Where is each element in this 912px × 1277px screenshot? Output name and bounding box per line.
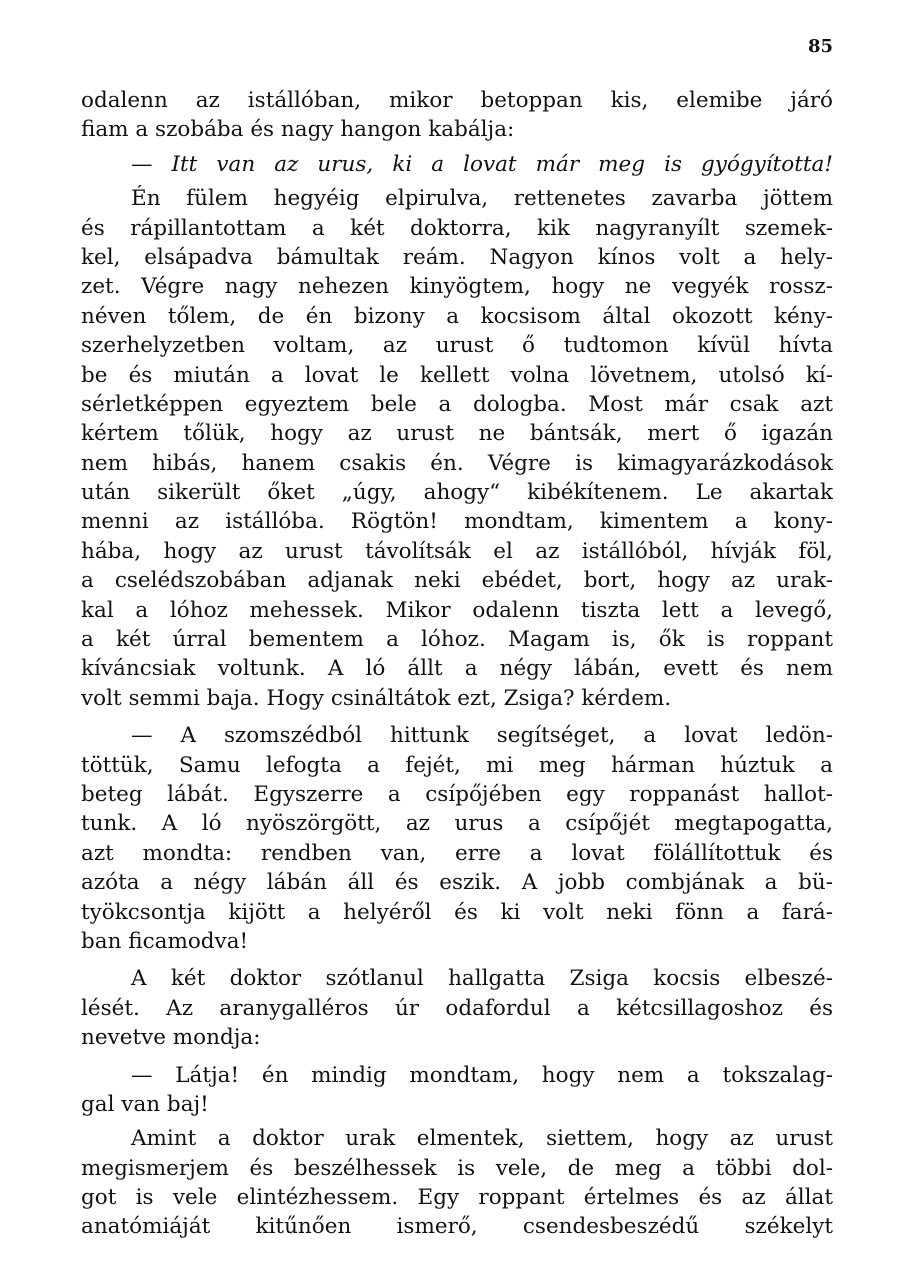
text-line: töttük, Samu lefogta a fejét, mi meg hárman húztuk a	[81, 752, 833, 778]
text-line: fiam a szobába és nagy hangon kabálja:	[81, 117, 515, 143]
text-line: zet. Végre nagy nehezen kinyögtem, hogy ne vegyék rossz-	[81, 274, 833, 300]
paragraph-gap	[81, 713, 833, 721]
text-line: nem hibás, hanem csakis én. Végre is kimagyarázkodások	[81, 450, 833, 476]
text-line: megismerjem és beszélhessek is vele, de meg a többi dol-	[81, 1155, 833, 1181]
text-line: beteg lábát. Egyszerre a csípőjében egy roppanást hallot-	[81, 781, 833, 807]
text-line: azt mondta: rendben van, erre a lovat fölállítottuk és	[81, 840, 833, 866]
text-line: työkcsontja kijött a helyéről és ki volt neki fönn a fará-	[81, 899, 833, 925]
page-number: 85	[808, 36, 834, 57]
text-line: kal a lóhoz mehessek. Mikor odalenn tiszta lett a levegő,	[81, 597, 833, 623]
text-line: menni az istállóba. Rögtön! mondtam, kimentem a kony-	[81, 509, 833, 535]
text-line: be és miután a lovat le kellett volna lövetnem, utolsó kí-	[81, 362, 833, 388]
text-line: szerhelyzetben voltam, az urust ő tudtomon kívül hívta	[81, 333, 833, 359]
text-line: tunk. A ló nyöszörgött, az urus a csípőjét megtapogatta,	[81, 811, 833, 837]
text-line: Amint a doktor urak elmentek, siettem, hogy az urust	[131, 1126, 833, 1152]
text-line: kíváncsiak voltunk. A ló állt a négy lábán, evett és nem	[81, 656, 833, 682]
text-line: kel, elsápadva bámultak reám. Nagyon kínos volt a hely-	[81, 244, 833, 270]
text-line: és rápillantottam a két doktorra, kik nagyranyílt szemek-	[81, 215, 833, 241]
text-line: gal van baj!	[81, 1091, 209, 1117]
text-line: azóta a négy lábán áll és eszik. A jobb combjának a bü-	[81, 870, 833, 896]
text-line: hába, hogy az urust távolítsák el az istállóból, hívják föl,	[81, 538, 833, 564]
text-line: — A szomszédból hittunk segítséget, a lovat ledön-	[131, 723, 833, 749]
text-line: — Itt van az urus, ki a lovat már meg is gyógyította!	[131, 151, 833, 177]
text-line: anatómiáját kitűnően ismerő, csendesbeszédű székelyt	[81, 1214, 833, 1240]
text-body	[81, 86, 833, 1242]
text-line: ban ficamodva!	[81, 928, 249, 954]
text-line: — Látja! én mindig mondtam, hogy nem a tokszalag-	[131, 1062, 833, 1088]
text-line: a két úrral bementem a lóhoz. Magam is, ők is roppant	[81, 627, 833, 653]
text-line: volt semmi baja. Hogy csináltátok ezt, Zsiga? kérdem.	[81, 685, 672, 711]
paragraph-gap	[81, 956, 833, 964]
paragraph-gap	[81, 1053, 833, 1061]
text-line: sérletképpen egyeztem bele a dologba. Most már csak azt	[81, 391, 833, 417]
text-line: néven tőlem, de én bizony a kocsisom által okozott kény-	[81, 303, 833, 329]
text-line: A két doktor szótlanul hallgatta Zsiga kocsis elbeszé-	[131, 966, 833, 992]
text-line: odalenn az istállóban, mikor betoppan kis, elemibe járó	[81, 88, 833, 113]
text-line: got is vele elintézhessem. Egy roppant értelmes és az állat	[81, 1185, 833, 1211]
text-line: lését. Az aranygalléros úr odafordul a kétcsillagoshoz és	[81, 995, 833, 1021]
text-line: nevetve mondja:	[81, 1025, 261, 1051]
text-line: a cselédszobában adjanak neki ebédet, bort, hogy az urak-	[81, 568, 833, 594]
text-line: kértem tőlük, hogy az urust ne bántsák, mert ő igazán	[81, 421, 833, 447]
text-line: után sikerült őket „úgy, ahogy“ kibékítenem. Le akartak	[81, 480, 833, 506]
text-line: Én fülem hegyéig elpirulva, rettenetes zavarba jöttem	[131, 186, 833, 212]
